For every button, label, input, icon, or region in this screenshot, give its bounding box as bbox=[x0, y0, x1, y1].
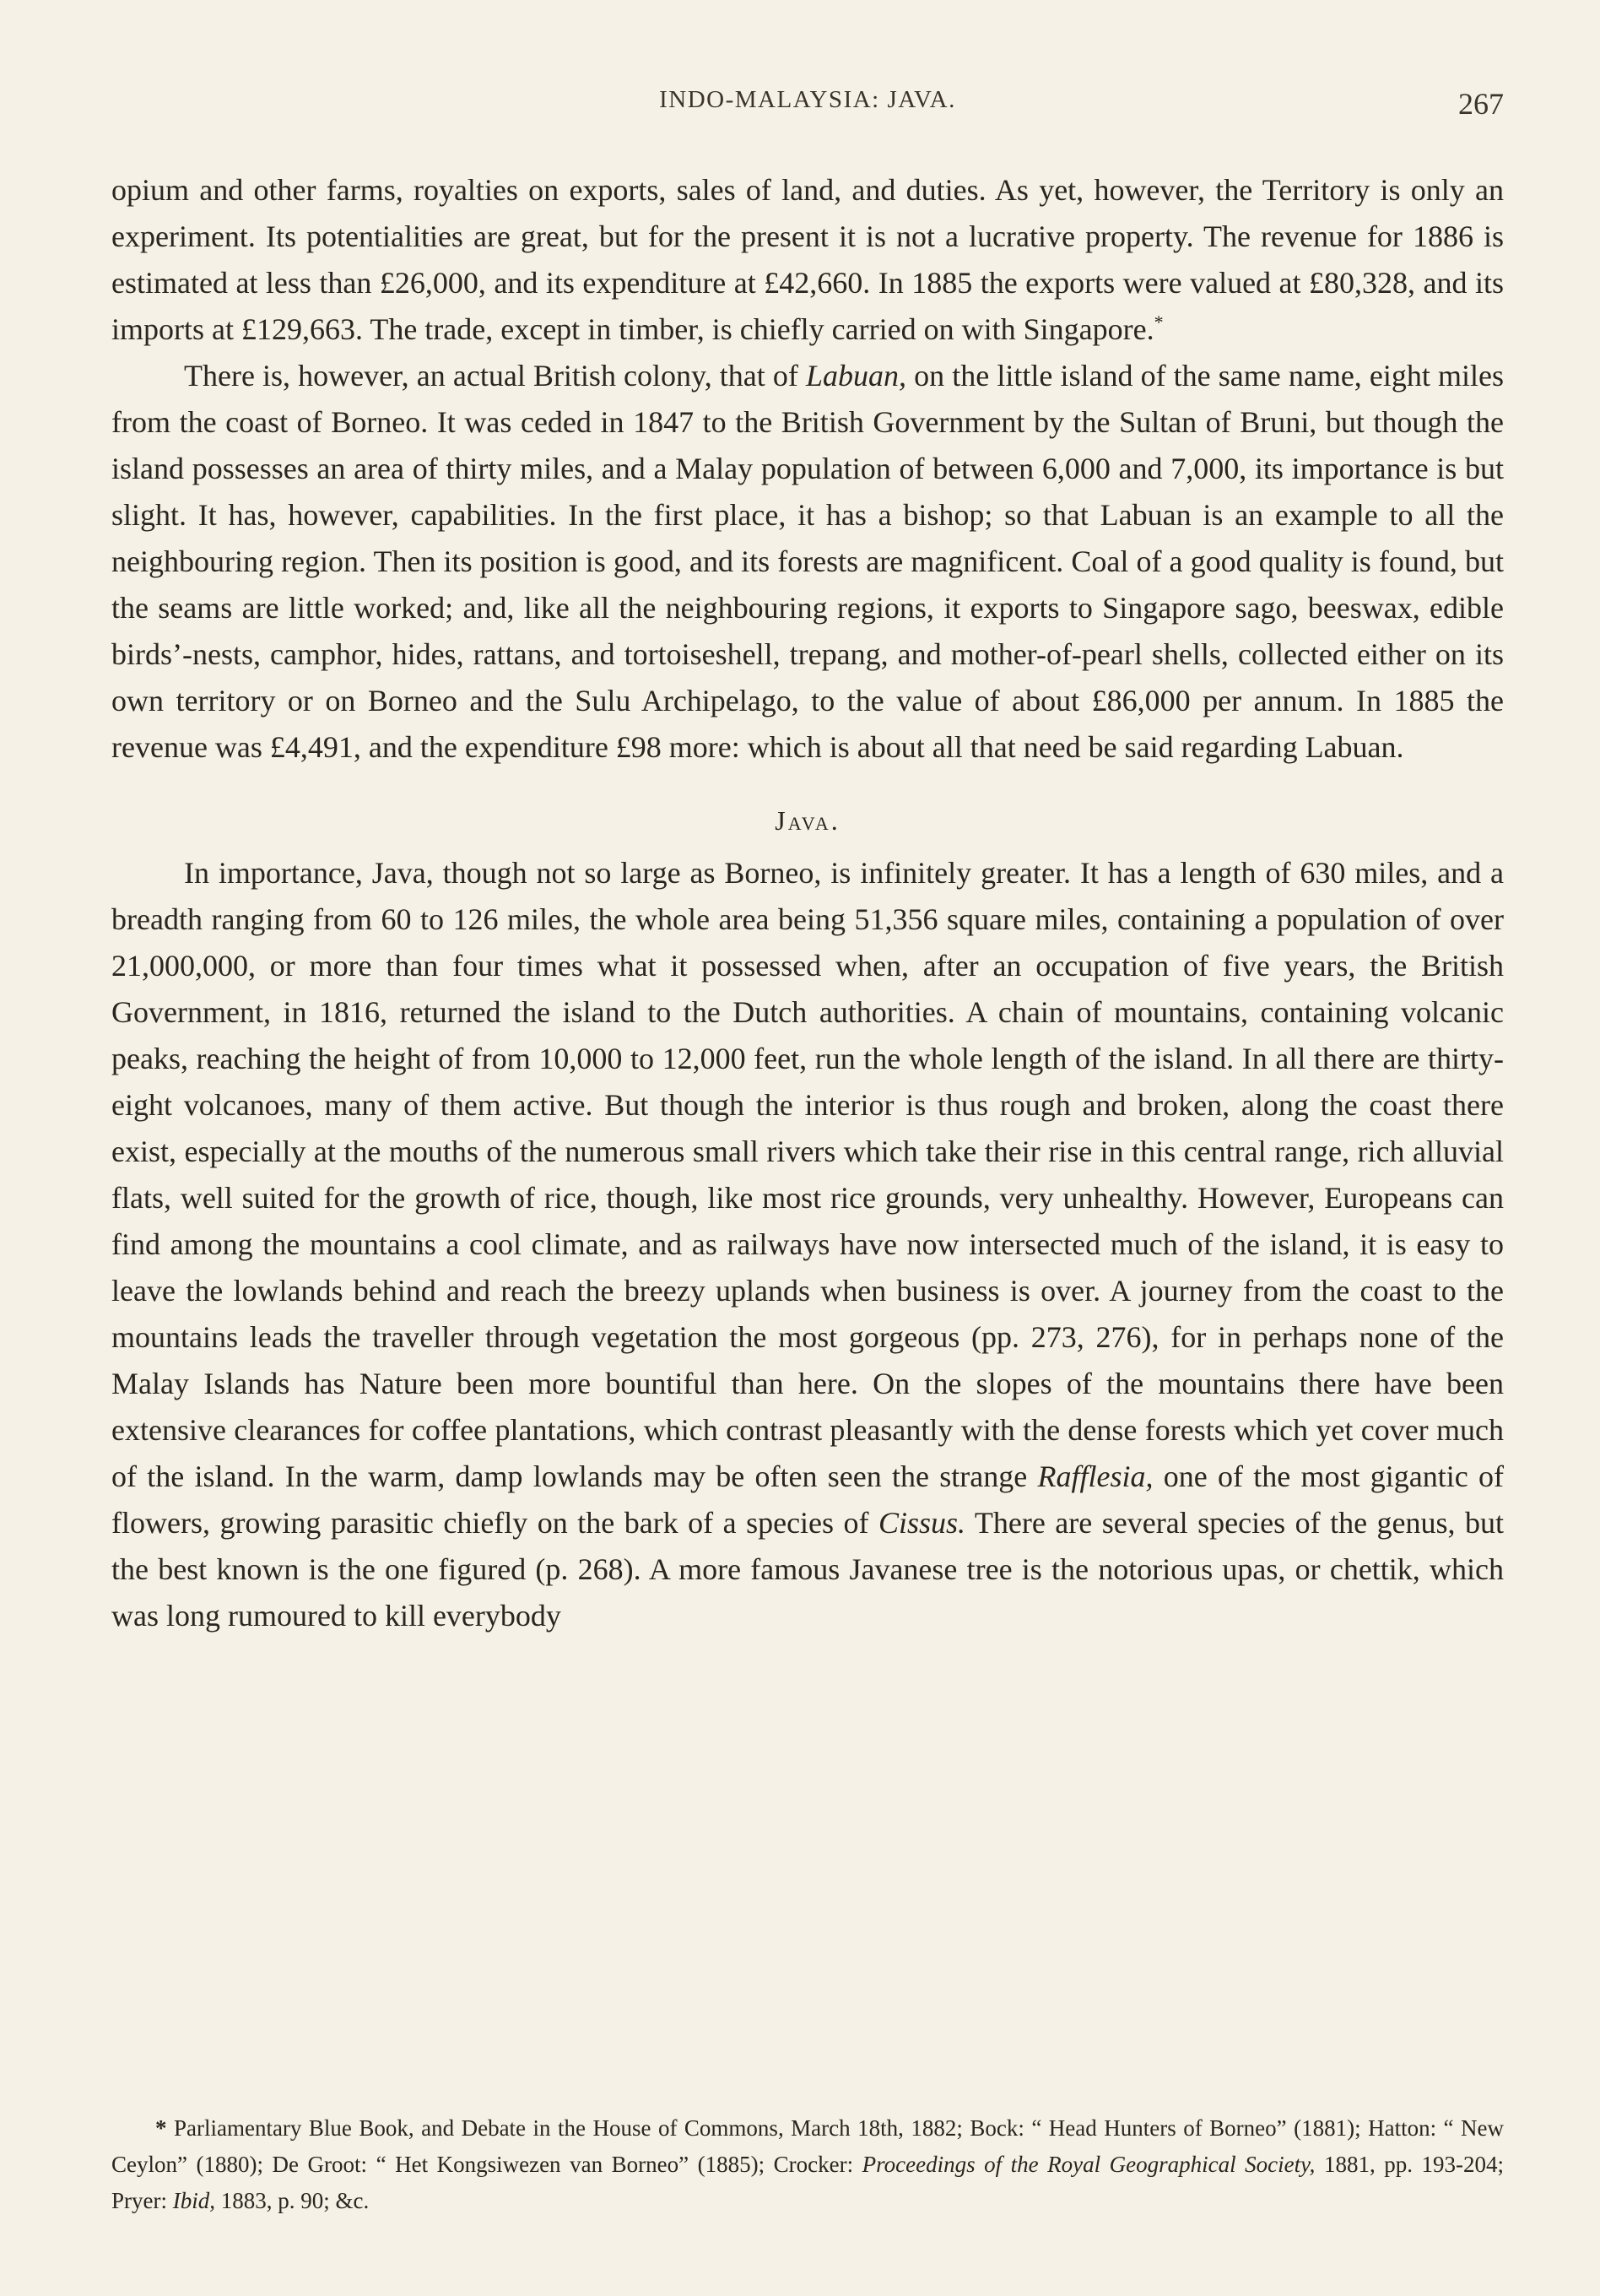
italic-cissus: Cissus. bbox=[878, 1506, 966, 1540]
running-head bbox=[111, 86, 1504, 120]
section-heading-java: Java. bbox=[775, 805, 841, 836]
italic-labuan: Labuan, bbox=[806, 359, 907, 393]
paragraph-text: There is, however, an actual British colony, that of bbox=[184, 359, 807, 393]
paragraph-java bbox=[111, 850, 1504, 1639]
paragraph-labuan bbox=[111, 353, 1504, 771]
body-text bbox=[111, 167, 1504, 1639]
paragraph-text: There are several species of the genus, but the best known is the one figured (p. 268). A more famous Javanese tree is the notorious upas, or chettik, which was long rumoured to kill everybody bbox=[111, 1506, 1504, 1633]
footnote-text: 1883, p. 90; &c. bbox=[214, 2188, 370, 2213]
paragraph-north-borneo bbox=[111, 167, 1504, 353]
paragraph-text: on the little island of the same name, eight miles from the coast of Borneo. It was ceded in 1847 to the British Government by the Sultan of Bruni, but though the island possesses an area of thirty miles, and a Malay population of between 6,000 and 7,000, its importance is but slight. It has, however, capabilities. In the first place, it has a bishop; so that Labuan is an example to all the neighbouring region. Then its position is good, and its forests are magnificent. Coal of a good quality is found, but the seams are little worked; and, like all the neighbouring regions, it exports to Singapore sago, beeswax, edible birds’-nests, camphor, hides, rattans, and tortoiseshell, trepang, and mother-of-pearl shells, collected either on its own territory or on Borneo and the Sulu Archipelago, to the value of about £86,000 per annum. In 1885 the revenue was £4,491, and the expenditure £98 more: which is about all that need be said regarding Labuan. bbox=[111, 359, 1504, 764]
footnote-marker: * bbox=[155, 2115, 167, 2141]
paragraph-text: opium and other farms, royalties on exports, sales of land, and duties. As yet, however, the Territory is only an experiment. Its potentialities are great, but for the present it is not a lucrative property. The revenue for 1886 is estimated at less than £26,000, and its expenditure at £42,660. In 1885 the exports were valued at £80,328, and its imports at £129,663. The trade, except in timber, is chiefly carried on with Singapore. bbox=[111, 173, 1504, 346]
italic-ibid: Ibid, bbox=[172, 2188, 215, 2213]
footnote-text: 1881, pp. 193-204; Pryer: bbox=[111, 2152, 1504, 2213]
paragraph-text: In importance, Java, though not so large as Borneo, is infinitely greater. It has a length of 630 miles, and a breadth ranging from 60 to 126 miles, the whole area being 51,356 square miles, containing a population of over 21,000,000, or more than four times what it possessed when, after an occupation of five years, the British Government, in 1816, returned the island to the Dutch authorities. A chain of mountains, containing volcanic peaks, reaching the height of from 10,000 to 12,000 feet, run the whole length of the island. In all there are thirty-eight volcanoes, many of them active. But though the interior is thus rough and broken, along the coast there exist, especially at the mouths of the numerous small rivers which take their rise in this central range, rich alluvial flats, well suited for the growth of rice, though, like most rice grounds, very unhealthy. However, Europeans can find among the mountains a cool climate, and as railways have now intersected much of the island, it is easy to leave the lowlands behind and reach the breezy uplands when business is over. A journey from the coast to the mountains leads the traveller through vegetation the most gorgeous (pp. 273, 276), for in perhaps none of the Malay Islands has Nature been more bountiful than here. On the slopes of the mountains there have been extensive clearances for coffee plantations, which contrast pleasantly with the dense forests which yet cover much of the island. In the warm, damp lowlands may be often seen the strange bbox=[111, 856, 1504, 1493]
footnotes bbox=[111, 2110, 1504, 2219]
footnote-reference: * bbox=[1154, 311, 1164, 333]
paragraph-text: one of the most gigantic of flowers, growing parasitic chiefly on the bark of a species of bbox=[111, 1459, 1504, 1540]
page-number: 267 bbox=[1458, 87, 1504, 121]
footnote bbox=[111, 2110, 1504, 2219]
italic-rafflesia: Rafflesia, bbox=[1037, 1459, 1154, 1493]
footnote-text: Parliamentary Blue Book, and Debate in the House of Commons, March 18th, 1882; Bock: “ Head Hunters of Borneo” (1881); Hatton: “ New Ceylon” (1880); De Groot: “ Het Kongsiwezen van Borneo” (1885); Crocker: bbox=[111, 2115, 1504, 2177]
running-title: INDO-MALAYSIA: JAVA. bbox=[659, 86, 956, 113]
italic-proceedings: Proceedings of the Royal Geographical Society, bbox=[862, 2152, 1316, 2177]
